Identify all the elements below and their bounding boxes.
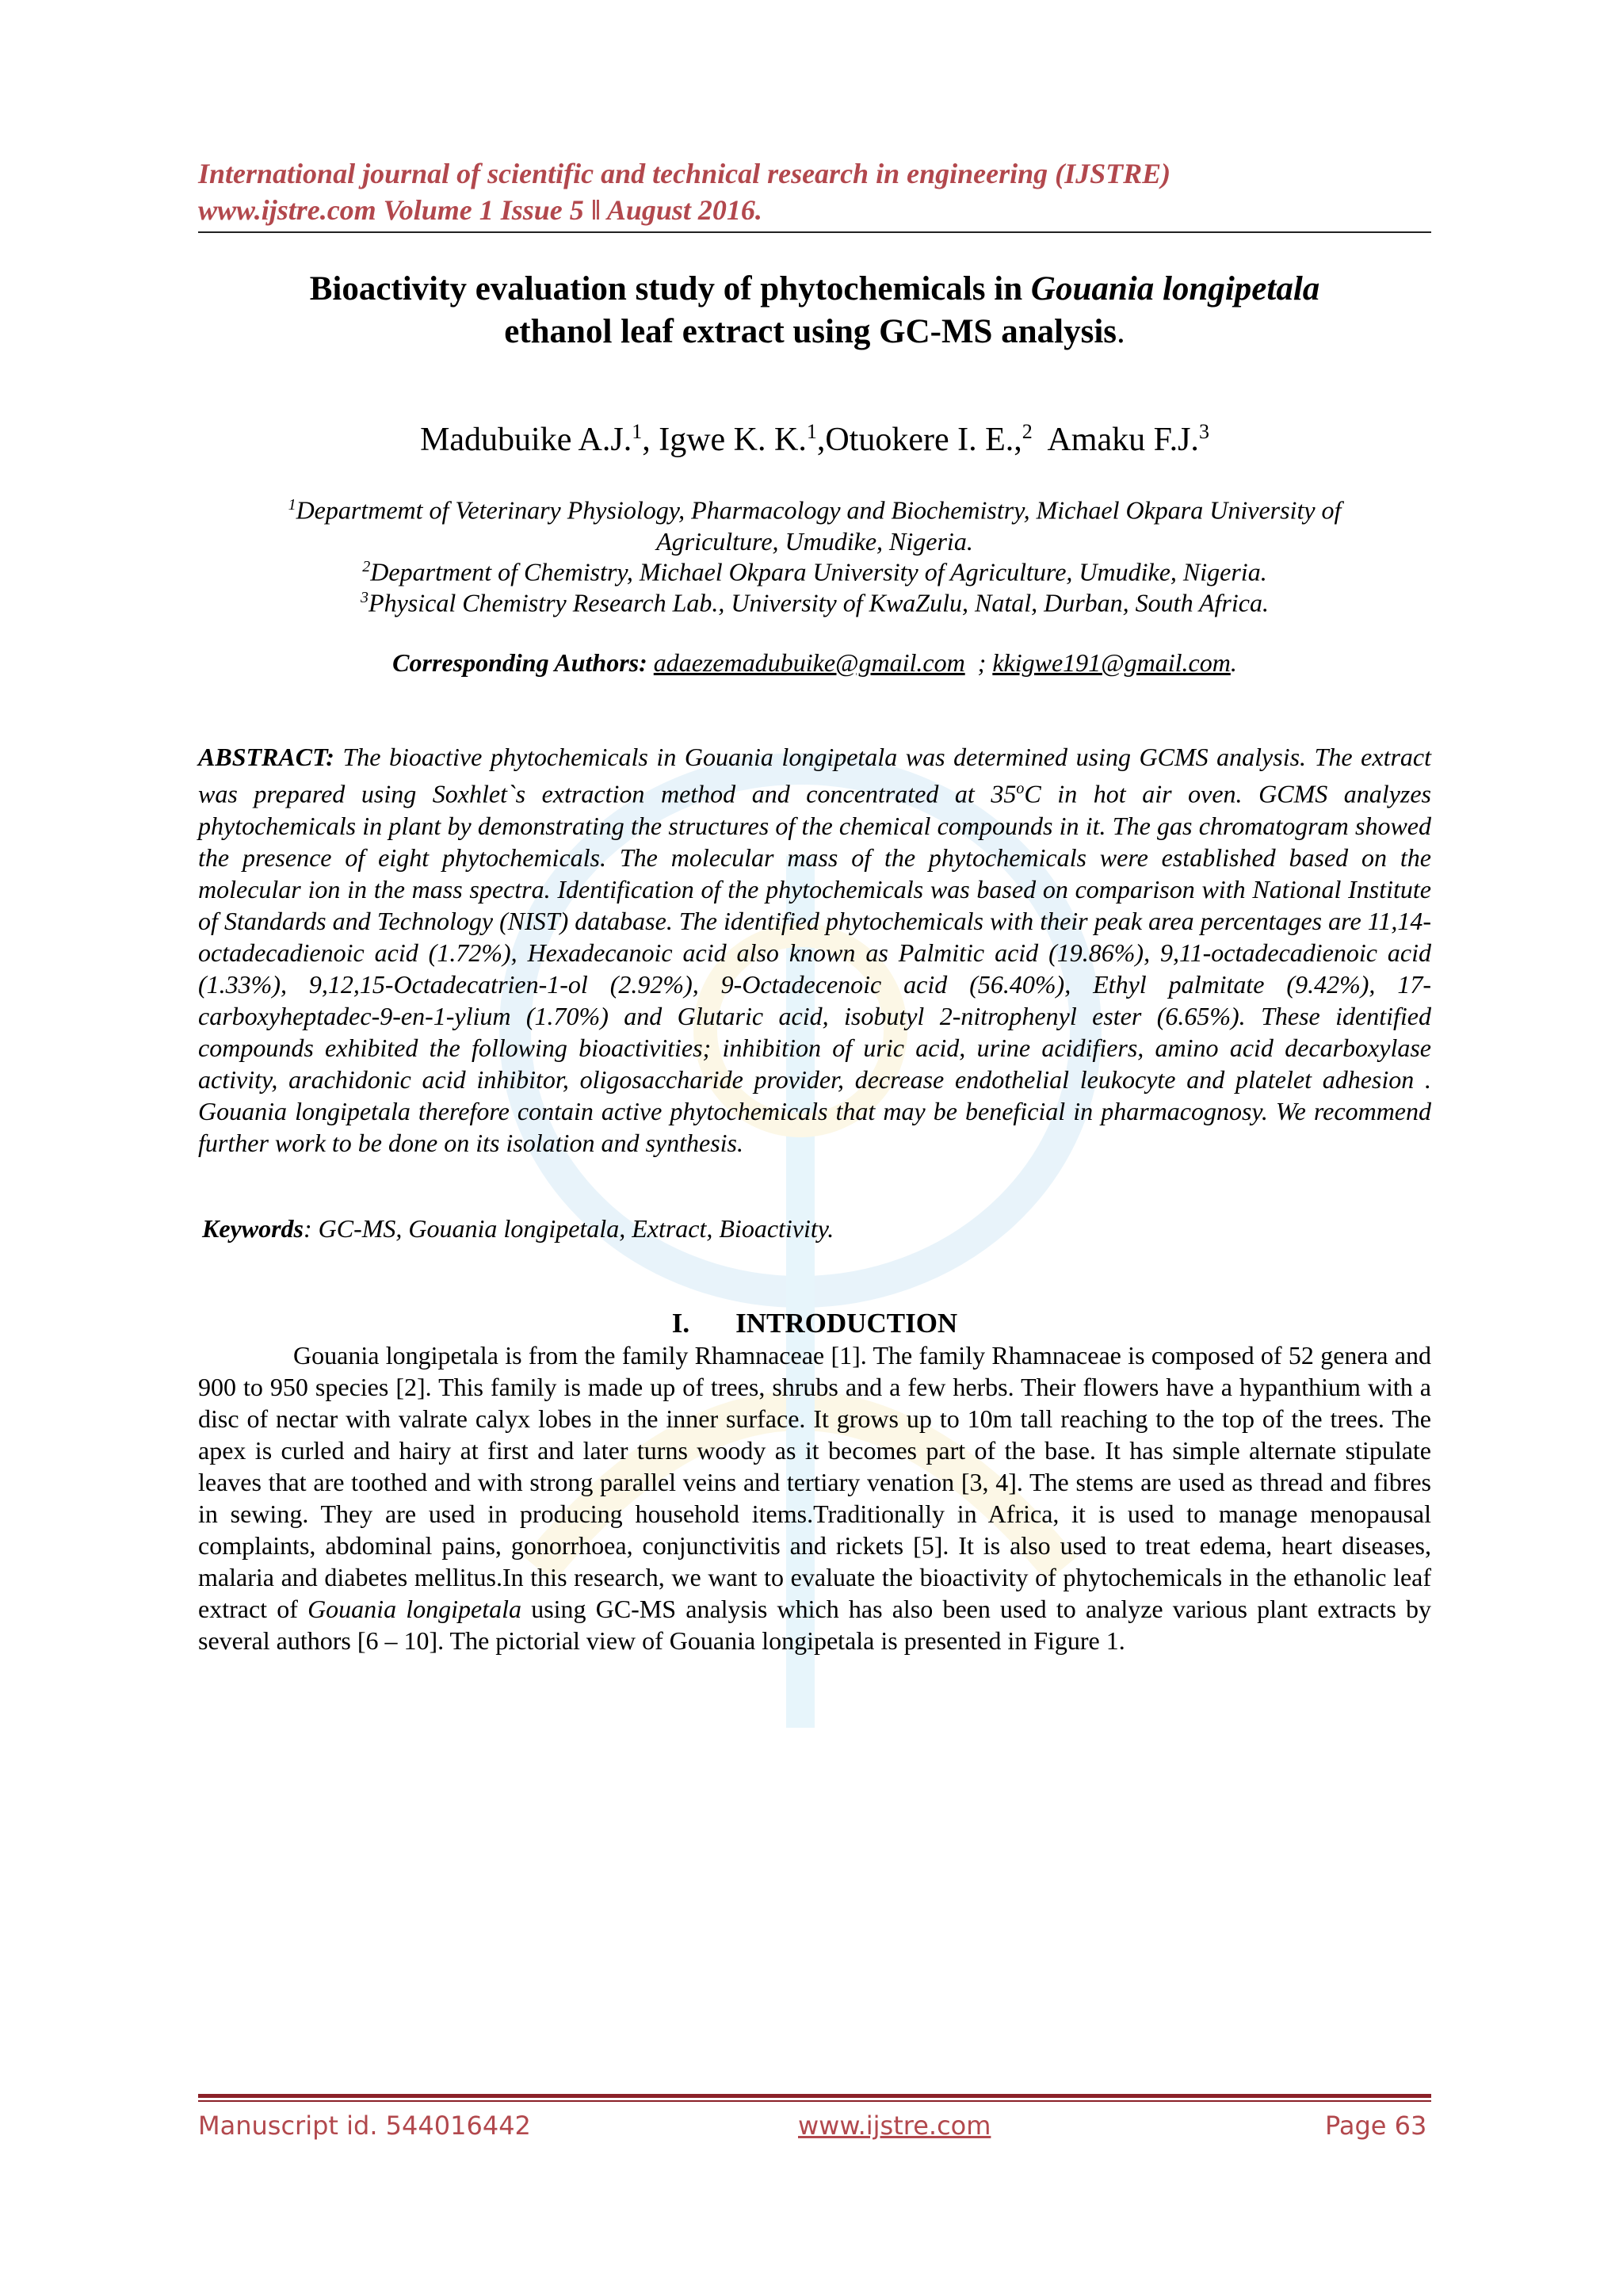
author-2: , Igwe K. K.: [642, 422, 807, 458]
corresponding-authors: Corresponding Authors: adaezemadubuike@gmail.com ; kkigwe191@gmail.com.: [392, 648, 1237, 677]
paper-title: [198, 268, 1431, 353]
email-link-2[interactable]: kkigwe191@gmail.com: [992, 648, 1231, 677]
introduction-paragraph: Gouania longipetala is from the family Rhamnaceae [1]. The family Rhamnaceae is composed of 52 genera and 900 to 950 species [2]. This family is made up of trees, shrubs and a few herbs. Their flowers have a hypanthium with a disc of nectar with valrate calyx lobes in the inner surface. It grows up to 10m tall reaching to the top of the trees. The apex is curled and hairy at first and later turns woody as it becomes part of the base. It has simple alternate stipulate leaves that are toothed and with strong parallel veins and tertiary venation [3, 4]. The stems are used as thread and fibres in sewing. They are used in producing household items.Traditionally in Africa, it is used to manage menopausal complaints, abdominal pains, gonorrhoea, conjunctivitis and rickets [5]. It is also used to treat edema, heart diseases, malaria and diabetes mellitus.In this research, we want to evaluate the bioactivity of phytochemicals in the ethanolic leaf extract of Gouania longipetala using GC-MS analysis which has also been used to analyze various plant extracts by several authors [6 – 10]. The pictorial view of Gouania longipetala is presented in Figure 1.: [198, 1341, 1432, 1655]
page-number: Page 63: [1325, 2111, 1427, 2141]
affiliation-3: $^3$Physical Chemistry Research Lab., University of KwaZulu, Natal, Durban, South Africa.: [361, 588, 1269, 617]
footer-divider: [198, 2094, 1431, 2098]
section-title: INTRODUCTION: [735, 1308, 958, 1339]
author-1: Madubuike A.J.: [420, 422, 632, 458]
journal-header: [198, 155, 1434, 228]
journal-issue: www.ijstre.com Volume 1 Issue 5 ǁ August 2016.: [198, 194, 762, 226]
keywords: Keywords: GC-MS, Gouania longipetala, Extract, Bioactivity.: [202, 1214, 834, 1243]
species-name: Gouania longipetala: [1030, 270, 1320, 308]
email-link-1[interactable]: adaezemadubuike@gmail.com: [653, 648, 965, 677]
manuscript-id: Manuscript id. 544016442: [198, 2111, 531, 2141]
header-divider: [198, 231, 1431, 233]
title-line-1: Bioactivity evaluation study of phytochemicals in Gouania longipetala: [309, 270, 1320, 308]
author-4: Amaku F.J.: [1032, 422, 1199, 458]
keywords-label: Keywords: [202, 1214, 304, 1243]
journal-name: International journal of scientific and technical research in engineering (IJSTRE): [198, 158, 1171, 189]
abstract: ABSTRACT: The bioactive phytochemicals in Gouania longipetala was determined using GCMS analysis. The extract was prepared using Soxhlet`s extraction method and concentrated at 35$^o$C in hot air oven. GCMS analyzes phytochemicals in plant by demonstrating the structures of the chemical compounds in it. The gas chromatogram showed the presence of eight phytochemicals. The molecular mass of the phytochemicals were established based on the molecular ion in the mass spectra. Identification of the phytochemicals was based on comparison with National Institute of Standards and Technology (NIST) database. The identified phytochemicals with their peak area percentages are 11,14-octadecadienoic acid (1.72%), Hexadecanoic acid also known as Palmitic acid (19.86%), 9,11-octadecadienoic acid (1.33%), 9,12,15-Octadecatrien-1-ol (2.92%), 9-Octadecenoic acid (56.40%), Ethyl palmitate (9.42%), 17-carboxyheptadec-9-en-1-ylium (1.70%) and Glutaric acid, isobutyl 2-nitrophenyl ester (6.65%). These identified compounds exhibited the following bioactivities; inhibition of uric acid, urine acidifiers, amino acid decarboxylase activity, arachidonic acid inhibitor, oligosaccharide provider, decrease endothelial leukocyte and platelet adhesion . Gouania longipetala therefore contain active phytochemicals that may be beneficial in pharmacognosy. We recommend further work to be done on its isolation and synthesis.: [198, 743, 1432, 1157]
author-3: ,Otuokere I. E.,: [816, 422, 1022, 458]
affiliation-1: $^1$Departmemt of Veterinary Physiology, Pharmacology and Biochemistry, Michael Okpara University of Agriculture, Umudike, Nigeria.: [288, 495, 1342, 556]
footer-url-link[interactable]: www.ijstre.com: [798, 2111, 991, 2141]
affiliation-2: $^2$Department of Chemistry, Michael Okpara University of Agriculture, Umudike, Nigeria.: [362, 557, 1267, 586]
section-number: I.: [671, 1308, 690, 1339]
title-line-2: ethanol leaf extract using GC-MS analysis.: [504, 313, 1125, 350]
corresponding-label: Corresponding Authors:: [392, 648, 647, 677]
species-name-inline: Gouania longipetala: [307, 1595, 522, 1623]
abstract-label: ABSTRACT:: [198, 743, 334, 771]
footer-divider-thin: [198, 2100, 1431, 2102]
author-list: Madubuike A.J.$^1$, Igwe K. K.$^1$,Otuokere I. E.,$^2$ Amaku F.J.$^3$: [420, 420, 1209, 458]
section-heading-introduction: [198, 1308, 1431, 1339]
